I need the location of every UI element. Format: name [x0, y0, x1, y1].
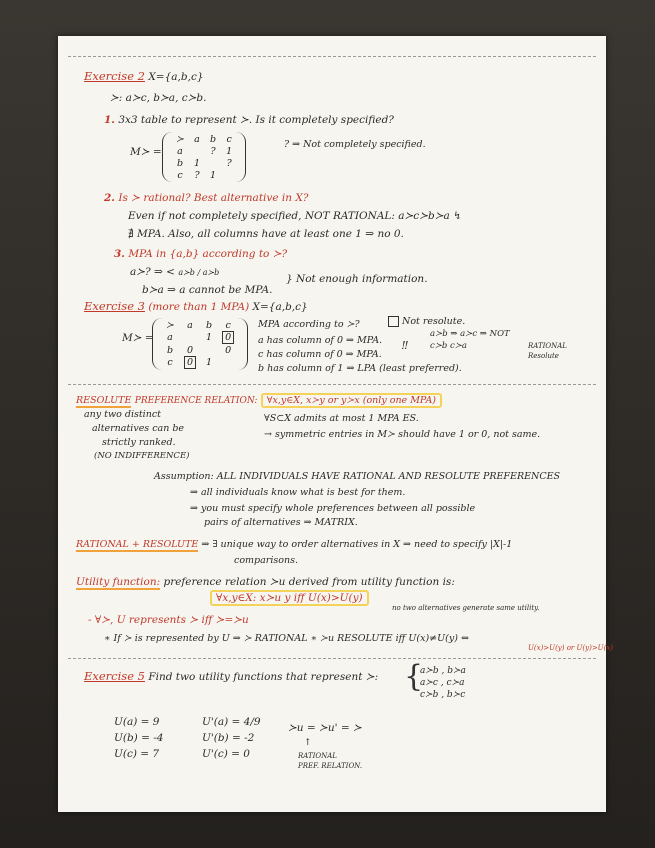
matrix-cell: 1: [193, 157, 201, 169]
matrix-cell: [201, 344, 217, 356]
ex2-q3-line1: [130, 266, 219, 278]
separator-2: [68, 658, 596, 659]
resolute-left1: any two distinct: [84, 409, 161, 420]
matrix-cell-boxed: 0: [222, 331, 234, 344]
ex5-heading: [84, 670, 378, 683]
matrix-cell: b: [206, 319, 213, 331]
ex3-not-rational: RATIONAL: [528, 342, 567, 350]
ex2-q1-number: 1.: [104, 114, 115, 126]
ex3-not-resolute-text: Not resolute.: [402, 316, 466, 327]
checkbox-icon: [388, 316, 399, 327]
matrix-cell: c: [167, 357, 173, 368]
ex2-q3-options: a≻b / a≻b: [178, 268, 220, 277]
resolute-def-formula: ∀x,y∈X, x≻y or y≻x (only one MPA): [261, 393, 442, 408]
ex5-title: Exercise 5: [84, 669, 145, 683]
resolute-left4: (NO INDIFFERENCE): [94, 451, 190, 461]
ex3-set: X={a,b,c}: [252, 301, 308, 313]
rational-resolute-label: RATIONAL + RESOLUTE: [76, 539, 199, 550]
matrix-cell: 1: [226, 145, 233, 157]
utility-definition: [76, 576, 455, 588]
ex3-subtitle: (more than 1 MPA): [148, 301, 250, 313]
ex5-text: Find two utility functions that represent ≻:: [148, 671, 379, 683]
assumption-line3: pairs of alternatives ⇒ MATRIX.: [204, 517, 358, 528]
ex2-q1-text: 3x3 table to represent ≻. Is it completely specified?: [118, 114, 394, 126]
ex2-title: Exercise 2: [84, 69, 145, 83]
assumption-line1: ⇒ all individuals know what is best for them.: [190, 487, 406, 498]
ex5-u2-b: U'(b) = -2: [202, 732, 255, 744]
matrix-cell: [205, 157, 221, 169]
rational-resolute-text: ⇒ ∃ unique way to order alternatives in X ⇒ need to specify |X|-1: [201, 539, 513, 550]
ex3-resolute-note: Resolute: [528, 352, 559, 360]
utility-line2: ∗ If ≻ is represented by U ⇒ ≻ RATIONAL ∗ ≻u RESOLUTE iff U(x)≠U(y) ⇔: [104, 633, 469, 644]
ex5-equivalence: ≻u = ≻u' = ≻: [288, 722, 362, 734]
ex2-q2-line2: ∄ MPA. Also, all columns have at least one 1 ⇒ no 0.: [128, 228, 404, 240]
ex5-pref3: c≻b , b≻c: [420, 690, 466, 700]
resolute-left2: alternatives can be: [92, 423, 185, 434]
assumption: Assumption: ALL INDIVIDUALS HAVE RATIONAL AND RESOLUTE PREFERENCES: [154, 471, 561, 482]
ex2-q2: [104, 192, 308, 204]
ex2-q3-text: MPA in {a,b} according to ≻?: [128, 248, 288, 260]
ex5-u2-c: U'(c) = 0: [202, 748, 250, 760]
ex2-q3-conclusion: } Not enough information.: [286, 273, 428, 285]
ex3-exclamation: ‼: [402, 339, 408, 352]
matrix-cell: [217, 356, 239, 369]
rational-resolute: [76, 540, 512, 551]
ex3-mpa-line3: b has column of 1 ⇒ LPA (least preferred).: [258, 363, 462, 374]
ex5-u2-a: U'(a) = 4/9: [202, 716, 261, 728]
ex5-pref1: a≻b , b≻a: [420, 666, 466, 676]
ex2-q3: [114, 248, 287, 260]
matrix-cell: 0: [186, 344, 194, 356]
ex5-note1: RATIONAL: [298, 752, 337, 760]
ex2-set: X={a,b,c}: [148, 71, 204, 83]
ex5-brace-icon: {: [404, 659, 424, 694]
matrix-cell: ?: [210, 145, 216, 157]
matrix-cell: [189, 145, 205, 157]
ex2-q1-answer: ? ⇒ Not completely specified.: [284, 139, 426, 150]
ex2-q2-line1: Even if not completely specified, NOT RATIONAL: a≻c≻b≻a ↯: [128, 210, 462, 222]
ex2-preference: ≻: a≻c, b≻a, c≻b.: [110, 92, 207, 104]
ex3-not-resolute: [388, 316, 465, 328]
matrix-cell-boxed: 0: [184, 356, 196, 369]
rational-resolute-text2: comparisons.: [234, 555, 298, 566]
matrix-cell: b: [166, 344, 174, 356]
ex2-q3-line1-text: a≻? ⇒ <: [130, 266, 175, 278]
utility-line2-side: U(x)>U(y) or U(y)>U(x): [528, 644, 613, 652]
separator-top: [68, 56, 596, 57]
matrix-cell: c: [226, 133, 232, 145]
ex3-mpa-heading: MPA according to ≻?: [258, 319, 360, 330]
matrix-cell: b: [210, 133, 217, 145]
ex3-pair1: a≻b ⇒ a≻c ⇒ NOT: [430, 329, 510, 339]
utility-note: no two alternatives generate same utility.: [392, 604, 540, 612]
matrix-cell: 1: [206, 332, 213, 343]
ex5-pref2: a≻c , c≻a: [420, 678, 465, 688]
utility-line1: - ∀≻, U represents ≻ iff ≻=≻u: [88, 614, 249, 626]
matrix-cell: [179, 331, 201, 344]
resolute-label: RESOLUTE: [76, 395, 132, 406]
matrix-cell: [221, 169, 237, 181]
ex3-title: Exercise 3: [84, 299, 145, 313]
ex2-q2-text: Is ≻ rational? Best alternative in X?: [118, 192, 309, 204]
matrix-cell: ≻: [166, 319, 174, 331]
matrix-cell: ?: [194, 169, 200, 181]
ex3-pair2: c≻b c≻a: [430, 341, 467, 351]
matrix-cell: ≻: [176, 133, 184, 145]
matrix-cell: 1: [206, 357, 213, 368]
matrix-cell: c: [225, 319, 231, 331]
ex2-q1: [104, 114, 394, 126]
assumption-line2: ⇒ you must specify whole preferences between all possible: [190, 503, 476, 514]
matrix-cell: c: [177, 169, 183, 181]
ex3-heading: [84, 300, 308, 313]
resolute-bullet1: ∀S⊂X admits at most 1 MPA ES.: [264, 413, 419, 424]
resolute-left3: strictly ranked.: [102, 437, 176, 448]
ex3-mpa-line2: c has column of 0 ⇒ MPA.: [258, 349, 382, 360]
utility-text: preference relation ≻u derived from utility function is:: [163, 576, 455, 588]
ex2-preference-matrix: [162, 132, 246, 182]
utility-formula-box: [210, 592, 369, 604]
utility-label: Utility function:: [76, 576, 161, 588]
resolute-bullet2: → symmetric entries in M≻ should have 1 or 0, not same.: [264, 429, 541, 440]
matrix-cell: 1: [210, 169, 217, 181]
ex5-u1-c: U(c) = 7: [114, 748, 160, 760]
matrix-cell: 0: [225, 344, 232, 356]
matrix-cell: a: [187, 319, 193, 331]
utility-formula: ∀x,y∈X: x≻u y iff U(x)>U(y): [210, 590, 369, 606]
ex5-u1-b: U(b) = -4: [114, 732, 164, 744]
resolute-definition: [76, 394, 442, 407]
ex2-q2-number: 2.: [104, 192, 115, 204]
separator-1: [68, 384, 596, 385]
ex2-matrix-label: M≻ =: [130, 146, 162, 158]
resolute-def-title: PREFERENCE RELATION:: [134, 396, 258, 406]
ex3-matrix-label: M≻ =: [122, 332, 154, 344]
ex2-q3-number: 3.: [114, 248, 125, 260]
matrix-cell: a: [167, 332, 173, 343]
notebook-page: [58, 36, 613, 812]
ex5-note2: PREF. RELATION.: [298, 762, 363, 770]
up-arrow-icon: ↑: [304, 738, 312, 748]
matrix-cell: a: [177, 145, 183, 157]
matrix-cell: a: [194, 133, 200, 145]
ex2-q3-line2: b≻a ⇒ a cannot be MPA.: [142, 284, 273, 296]
matrix-cell: b: [176, 157, 184, 169]
matrix-cell: ?: [226, 157, 232, 169]
ex2-heading: [84, 70, 204, 83]
ex3-mpa-line1: a has column of 0 ⇒ MPA.: [258, 335, 383, 346]
ex5-u1-a: U(a) = 9: [114, 716, 160, 728]
ex3-preference-matrix: [152, 318, 248, 370]
